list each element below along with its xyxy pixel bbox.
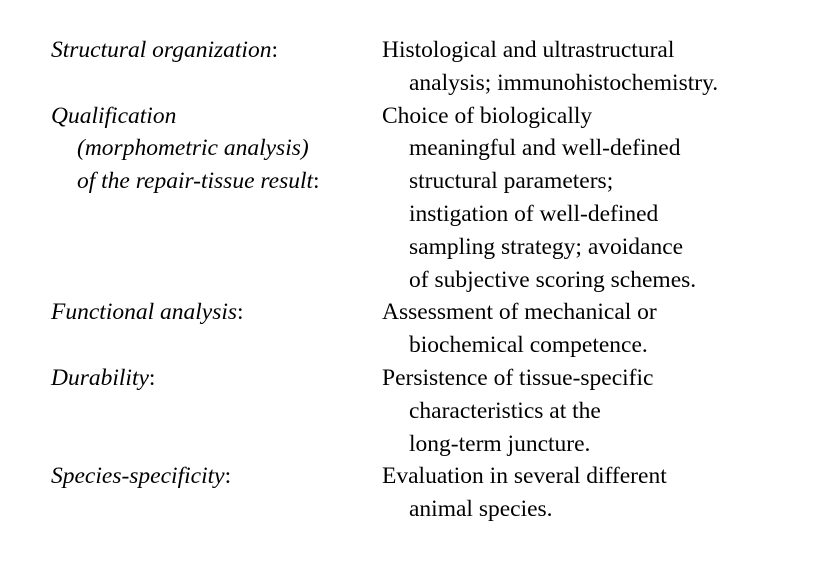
term-line (51, 460, 382, 493)
definition-line: Persistence of tissue-specific (382, 364, 654, 391)
term-line: Qualification (51, 102, 177, 129)
criterion-durability (0, 362, 820, 460)
term-line (51, 296, 382, 329)
term-colon: : (224, 463, 232, 490)
definition-line: of subjective scoring schemes. (409, 266, 697, 293)
criterion-definition (382, 460, 820, 526)
definition-line: sampling strategy; avoidance (409, 233, 684, 260)
criterion-term (0, 34, 382, 100)
criterion-term (0, 460, 382, 526)
definition-line: long-term juncture. (409, 430, 591, 457)
term-text: Durability (51, 364, 149, 391)
criterion-definition (382, 296, 820, 362)
definition-line: characteristics at the (409, 397, 601, 424)
term-line: (morphometric analysis) (77, 135, 309, 162)
definition-line: instigation of well-defined (409, 200, 659, 227)
term-line (51, 362, 382, 395)
definition-line: meaningful and well-defined (409, 135, 681, 162)
definition-line: structural parameters; (409, 168, 614, 195)
criterion-definition (382, 100, 820, 297)
definition-line: Evaluation in several different (382, 463, 667, 490)
term-colon: : (271, 37, 278, 63)
criterion-definition (382, 34, 820, 100)
term-colon: : (148, 364, 156, 391)
term-colon: : (313, 168, 320, 195)
criterion-definition (382, 362, 820, 460)
criterion-functional-analysis (0, 296, 820, 362)
criterion-structural-organization (0, 34, 820, 100)
term-text: Species-specificity (51, 463, 225, 490)
criterion-term (0, 100, 382, 297)
term-line (51, 165, 382, 198)
term-text: Structural organization (51, 37, 272, 63)
criterion-species-specificity (0, 460, 820, 526)
definition-line: Histological and ultrastructural (382, 37, 675, 63)
term-colon: : (237, 299, 244, 326)
definition-line: Choice of biologically (382, 102, 593, 129)
term-text: Functional analysis (51, 299, 238, 326)
criteria-list (0, 34, 820, 526)
term-text: of the repair-tissue result (77, 168, 314, 195)
criterion-term (0, 362, 382, 460)
definition-line: analysis; immunohistochemistry. (409, 69, 719, 96)
term-line (51, 34, 382, 67)
criterion-term (0, 296, 382, 362)
definition-line: biochemical competence. (409, 332, 648, 359)
definition-line: Assessment of mechanical or (382, 299, 657, 326)
definition-line: animal species. (409, 496, 553, 523)
criterion-qualification (0, 100, 820, 297)
